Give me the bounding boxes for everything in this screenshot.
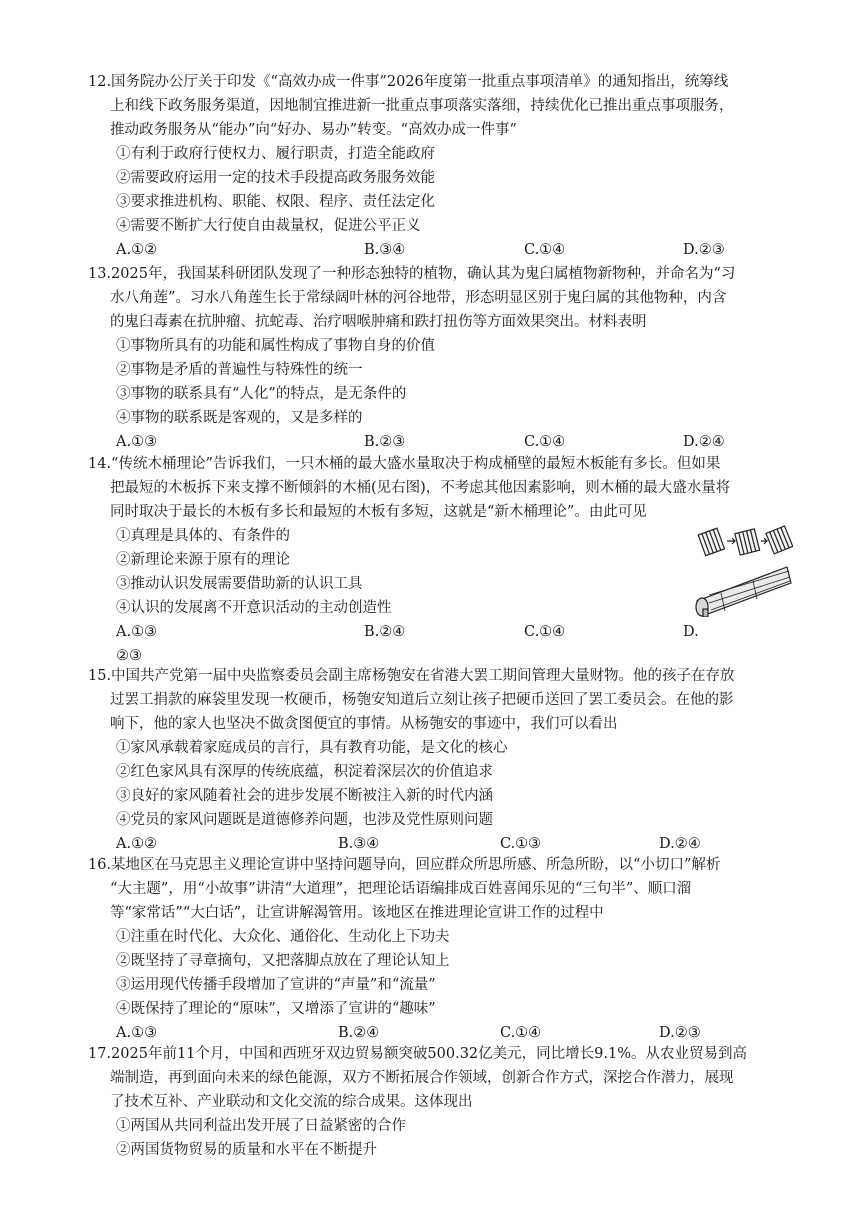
- option-statement: ①有利于政府行使权力、履行职责，打造全能政府: [116, 146, 435, 162]
- choice-c[interactable]: C.①④: [524, 434, 566, 450]
- option-statement: ①事物所具有的功能和属性构成了事物自身的价值: [116, 338, 435, 354]
- option-statement: ③要求推进机构、职能、权限、程序、责任法定化: [116, 194, 435, 210]
- option-statement: ①两国从共同利益出发开展了日益紧密的合作: [116, 1118, 406, 1134]
- question-stem-line: 15.中国共产党第一届中央监察委员会副主席杨匏安在省港大罢工期间管理大量财物。他的孩子在存放: [88, 668, 735, 684]
- question-stem-line: 响下，他的家人也坚决不做贪图便宜的事情。从杨匏安的事迹中，我们可以看出: [110, 716, 618, 732]
- choice-a[interactable]: A.①②: [116, 242, 158, 258]
- option-statement: ③推动认识发展需要借助新的认识工具: [116, 576, 363, 592]
- option-statement: ②新理论来源于原有的理论: [116, 552, 290, 568]
- question-stem-line: 了技术互补、产业联动和文化交流的综合成果。这体现出: [110, 1094, 473, 1110]
- option-statement: ②红色家风具有深厚的传统底蕴，积淀着深层次的价值追求: [116, 764, 493, 780]
- option-statement: ②事物是矛盾的普遍性与特殊性的统一: [116, 362, 363, 378]
- choice-b[interactable]: B.③④: [338, 836, 380, 852]
- choice-d[interactable]: D.②④: [659, 836, 701, 852]
- question-stem-line: 上和线下政务服务渠道，因地制宜推进新一批重点事项落实落细，持续优化已推出重点事项服务，: [110, 98, 734, 114]
- choice-b[interactable]: B.②④: [364, 624, 406, 640]
- question-stem-line: 12.国务院办公厅关于印发《“高效办成一件事”2026年度第一批重点事项清单》的通知指出，统筹线: [88, 74, 729, 90]
- choice-d-continued: ②③: [116, 648, 142, 664]
- option-statement: ③事物的联系具有“人化”的特点，是无条件的: [116, 386, 407, 402]
- answer-choices: [88, 238, 800, 262]
- question-stem-line: 水八角莲”。习水八角莲生长于常绿阔叶林的河谷地带，形态明显区别于鬼臼属的其他物种，内含: [110, 290, 727, 306]
- choice-d[interactable]: D.②③: [683, 242, 725, 258]
- choice-c[interactable]: C.①④: [524, 242, 566, 258]
- option-statement: ②既坚持了寻章摘句，又把落脚点放在了理论认知上: [116, 953, 450, 969]
- choice-b[interactable]: B.②④: [338, 1025, 380, 1041]
- option-statement: ③良好的家风随着社会的进步发展不断被注入新的时代内涵: [116, 788, 493, 804]
- choice-a[interactable]: A.①②: [116, 836, 158, 852]
- option-statement: ②需要政府运用一定的技术手段提高政务服务效能: [116, 170, 435, 186]
- option-statement: ①注重在时代化、大众化、通俗化、生动化上下功夫: [116, 929, 450, 945]
- option-statement: ②两国货物贸易的质量和水平在不断提升: [116, 1142, 377, 1158]
- question-stem-line: 把最短的木板拆下来支撑不断倾斜的木桶(见右图)，不考虑其他因素影响，则木桶的最大盛水量将: [110, 480, 731, 496]
- question-stem-line: 推动政务服务从“能办”向“好办、易办”转变。“高效办成一件事”: [110, 122, 517, 138]
- option-statement: ④既保持了理论的“原味”，又增添了宣讲的“趣味”: [116, 1001, 436, 1017]
- choice-a[interactable]: A.①③: [116, 624, 158, 640]
- choice-d[interactable]: D.②③: [659, 1025, 701, 1041]
- choice-a[interactable]: A.①③: [116, 1025, 158, 1041]
- option-statement: ④需要不断扩大行使自由裁量权，促进公平正义: [116, 218, 421, 234]
- choice-c[interactable]: C.①③: [500, 836, 542, 852]
- option-statement: ③运用现代传播手段增加了宣讲的“声量”和“流量”: [116, 977, 436, 993]
- answer-choices: [88, 430, 800, 454]
- choice-a[interactable]: A.①③: [116, 434, 158, 450]
- choice-b[interactable]: B.③④: [364, 242, 406, 258]
- question-stem-line: 同时取决于最长的木板有多长和最短的木板有多短，这就是“新木桶理论”。由此可见: [110, 504, 647, 520]
- short-plank-removal-icon: [698, 526, 793, 556]
- option-statement: ①真理是具体的、有条件的: [116, 528, 290, 544]
- question-stem-line: 等“家常话”“大白话”，让宣讲解渴管用。该地区在推进理论宣讲工作的过程中: [110, 905, 604, 921]
- choice-b[interactable]: B.②③: [364, 434, 406, 450]
- choice-c[interactable]: C.①④: [500, 1025, 542, 1041]
- option-statement: ①家风承载着家庭成员的言行，具有教育功能，是文化的核心: [116, 740, 508, 756]
- barrel-theory-figure: [693, 523, 793, 617]
- option-statement: ④党员的家风问题既是道德修养问题，也涉及党性原则问题: [116, 812, 493, 828]
- option-statement: ④事物的联系既是客观的，又是多样的: [116, 410, 363, 426]
- question-17: [88, 1042, 800, 1162]
- question-stem-line: 16.某地区在马克思主义理论宣讲中坚持问题导向，回应群众所思所感、所急所盼，以“小切口”解析: [88, 857, 721, 873]
- question-stem-line: 端制造，再到面向未来的绿色能源，双方不断拓展合作领域，创新合作方式，深挖合作潜力，展现: [110, 1070, 734, 1086]
- question-16: [88, 853, 800, 1045]
- question-stem-line: 的鬼臼毒素在抗肿瘤、抗蛇毒、治疗咽喉肿痛和跌打扭伤等方面效果突出。材料表明: [110, 314, 647, 330]
- question-stem-line: 过罢工捐款的麻袋里发现一枚硬币，杨匏安知道后立刻让孩子把硬币送回了罢工委员会。在他的影: [110, 692, 734, 708]
- choice-c[interactable]: C.①④: [524, 624, 566, 640]
- question-stem-line: 13.2025年，我国某科研团队发现了一种形态独特的植物，确认其为鬼臼属植物新物种，并命名为“习: [88, 266, 736, 282]
- question-stem-line: “大主题”，用“小故事”讲清“大道理”，把理论话语编排成百姓喜闻乐见的“三句半”、顺口溜: [110, 881, 692, 897]
- choice-d[interactable]: D.②④: [683, 434, 725, 450]
- answer-choices: [88, 620, 800, 644]
- question-stem-line: 17.2025年前11个月，中国和西班牙双边贸易额突破500.32亿美元，同比增长9.1%。从农业贸易到高: [88, 1046, 747, 1062]
- question-15: [88, 664, 800, 856]
- tilted-barrel-icon: [696, 567, 791, 617]
- option-statement: ④认识的发展离不开意识活动的主动创造性: [116, 600, 392, 616]
- question-13: [88, 262, 800, 454]
- question-stem-line: 14.“传统木桶理论”告诉我们，一只木桶的最大盛水量取决于构成桶壁的最短木板能有多长。但如果: [88, 456, 721, 472]
- choice-d[interactable]: D.: [683, 624, 699, 640]
- question-12: [88, 70, 800, 262]
